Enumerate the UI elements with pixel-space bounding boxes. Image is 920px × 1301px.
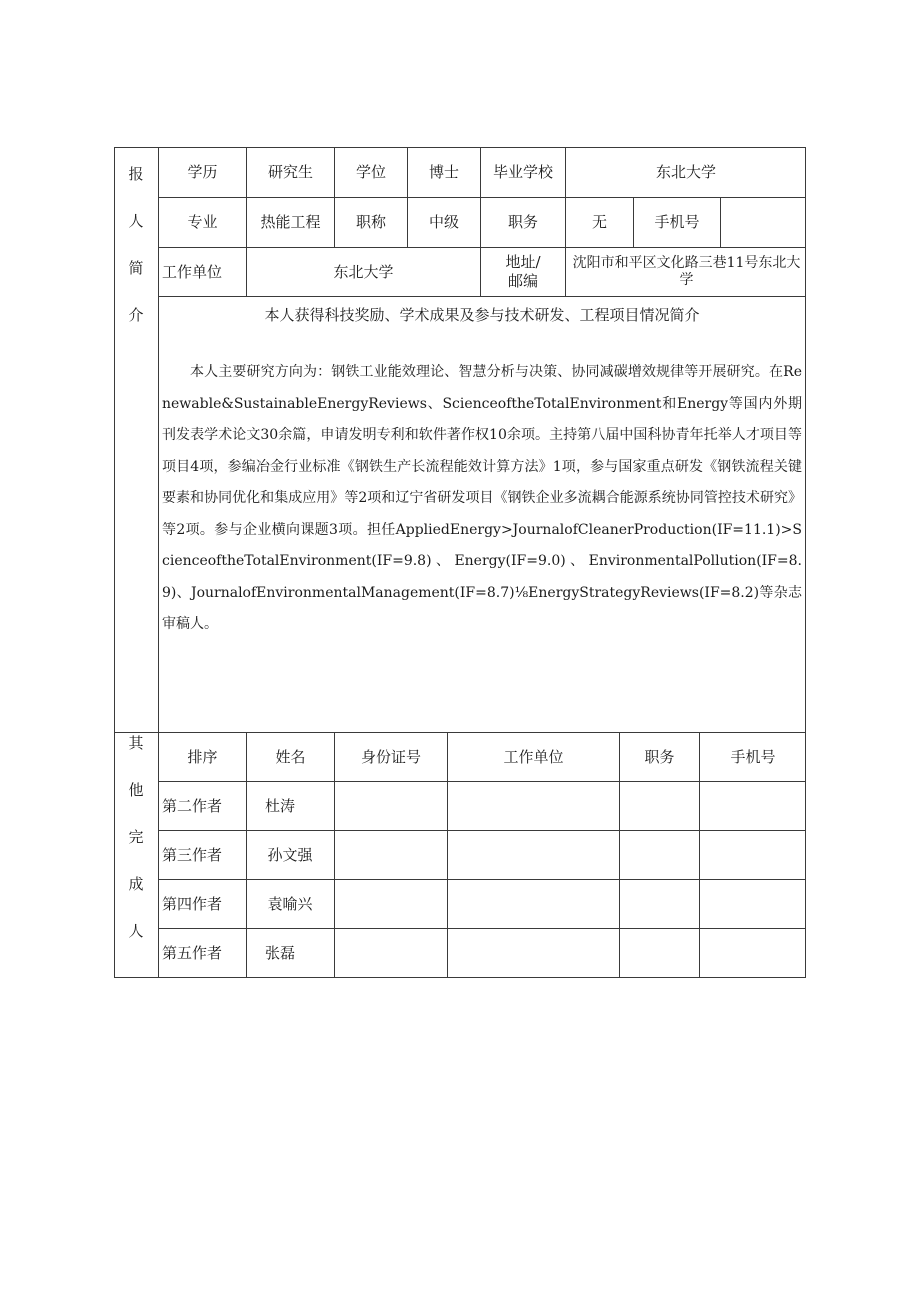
major-value: 热能工程 [260, 213, 321, 232]
summary-section [160, 298, 806, 641]
side-char: 其 [128, 734, 144, 752]
title-label: 职称 [355, 213, 386, 232]
team-row-name: 杜涛 [264, 796, 295, 815]
team-row-unit [448, 831, 619, 879]
side-char: 成 [128, 875, 144, 893]
team-header-position: 职务 [644, 747, 675, 766]
team-row-position [620, 880, 699, 928]
workunit-value: 东北大学 [333, 262, 394, 281]
team-row-unit [448, 782, 619, 830]
team-row-phone [700, 929, 806, 978]
team-row-name: 袁喻兴 [267, 894, 313, 913]
team-row-name: 孙文强 [267, 845, 313, 864]
school-value: 东北大学 [655, 163, 716, 182]
address-value: 沈阳市和平区文化路三巷11号东北大学 [572, 254, 801, 288]
team-row-position [620, 831, 699, 879]
side-char: 人 [128, 922, 144, 940]
side-char: 他 [128, 781, 144, 799]
team-header-name: 姓名 [275, 747, 306, 766]
team-row-order: 第五作者 [162, 944, 223, 963]
phone-value [721, 198, 806, 247]
team-header-unit: 工作单位 [503, 747, 564, 766]
side-char: 完 [128, 828, 144, 846]
team-row-id [335, 929, 447, 978]
major-label: 专业 [187, 213, 218, 232]
summary-heading: 本人获得科技奖励、学术成果及参与技术研发、工程项目情况简介 [264, 306, 700, 324]
team-header-phone: 手机号 [730, 747, 776, 766]
side-char: 介 [128, 306, 144, 324]
team-row-name: 张磊 [264, 944, 295, 963]
others-side-label [114, 720, 158, 955]
address-label: 地址/邮编 [505, 253, 541, 290]
side-char: 人 [128, 212, 144, 230]
team-row-order: 第三作者 [162, 845, 223, 864]
team-row-order: 第二作者 [162, 796, 223, 815]
position-label: 职务 [507, 213, 538, 232]
education-value: 研究生 [267, 163, 313, 182]
summary-text: 本人主要研究方向为：钢铁工业能效理论、智慧分析与决策、协同减碳增效规律等开展研究。在Renewable&SustainableEnergyReviews、ScienceoftheTotalEnvironment和Energy等国内外期刊发表学术论文30余篇，申请发明专利和软件著作权10余项。主持第八届中国科协青年托举人才项目等项目4项，参编冶金行业标准《钢铁生产长流程能效计算方法》1项，参与国家重点研发《钢铁流程关键要素和协同优化和集成应用》等2项和辽宁省研发项目《钢铁企业多流耦合能源系统协同管控技术研究》等2项。参与企业横向课题3项。担任AppliedEnergy>JournalofCleanerProduction(IF=11.1)>ScienceoftheTotalEnvironment(IF=9.8)、Energy(IF=9.0)、EnvironmentalPollution(IF=8.9)、JournalofEnvironmentalManagement(IF=8.7)⅛EnergyStrategyReviews(IF=8.2)等杂志审稿人。 [162, 364, 802, 632]
position-value: 无 [591, 213, 607, 232]
education-label: 学历 [187, 163, 218, 182]
team-row-id [335, 782, 447, 830]
side-char: 简 [128, 259, 144, 277]
team-row-position [620, 782, 699, 830]
degree-label: 学位 [355, 163, 386, 182]
team-row-phone [700, 880, 806, 928]
team-row-phone [700, 831, 806, 879]
workunit-label: 工作单位 [162, 262, 223, 281]
row-divider [158, 296, 806, 297]
team-row-id [335, 831, 447, 879]
phone-label: 手机号 [654, 213, 700, 232]
side-char: 报 [128, 165, 144, 183]
team-header-id: 身份证号 [360, 747, 421, 766]
school-label: 毕业学校 [492, 163, 553, 182]
title-value: 中级 [428, 213, 459, 232]
team-row-order: 第四作者 [162, 894, 223, 913]
team-row-unit [448, 929, 619, 978]
team-row-id [335, 880, 447, 928]
team-row-position [620, 929, 699, 978]
degree-value: 博士 [428, 163, 459, 182]
team-row-unit [448, 880, 619, 928]
reporter-side-label [114, 151, 158, 339]
team-row-phone [700, 782, 806, 830]
team-header-order: 排序 [187, 747, 218, 766]
